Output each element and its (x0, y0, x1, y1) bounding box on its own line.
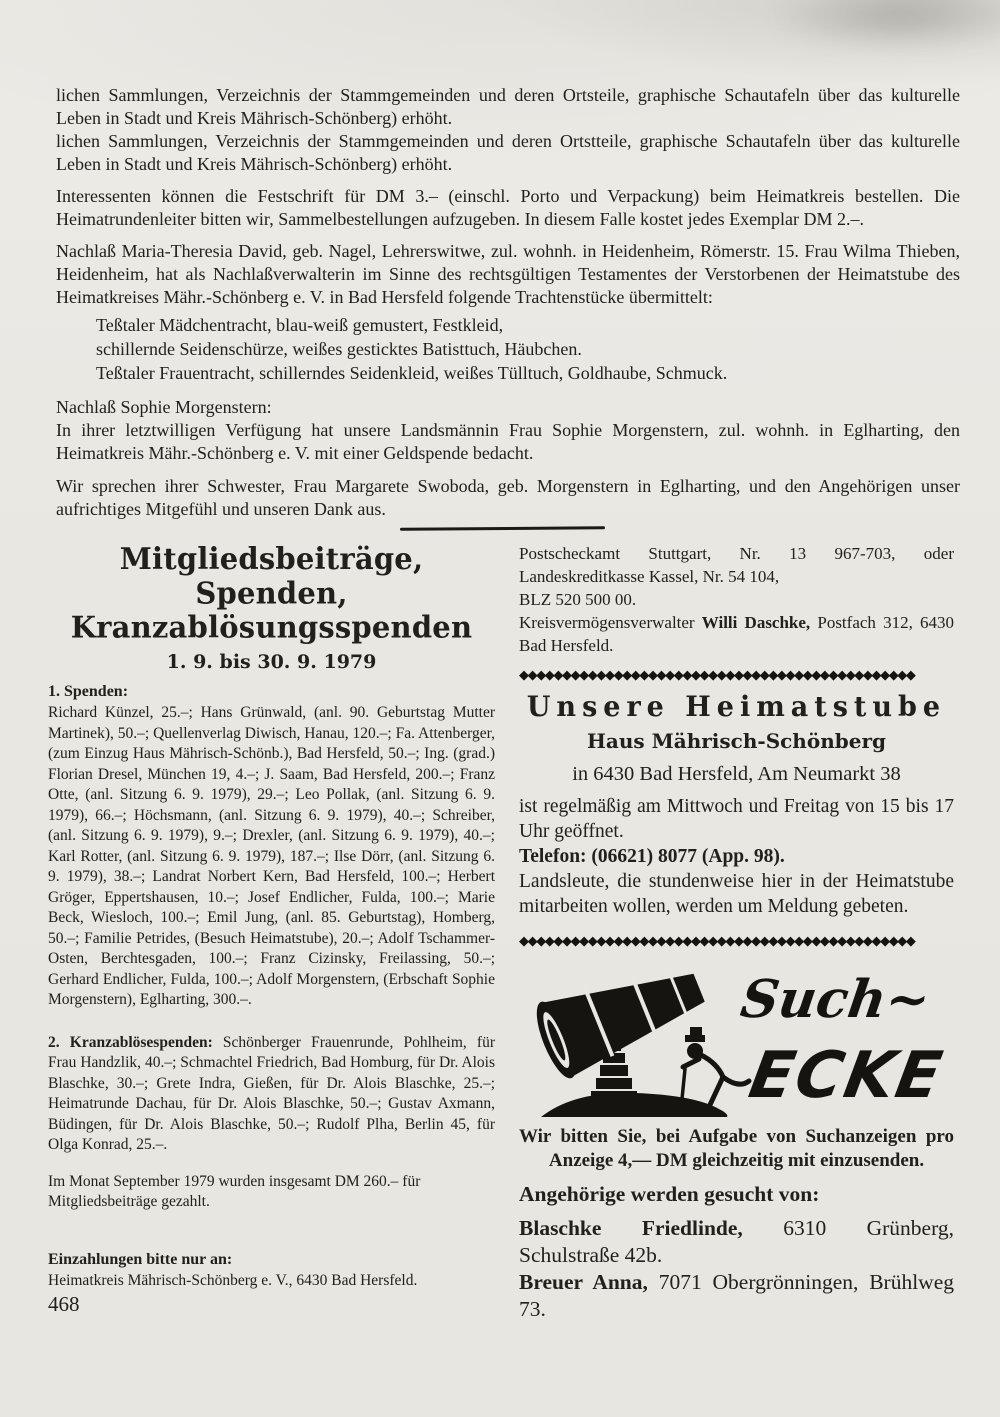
heimatstube-hours: ist regelmäßig am Mittwoch und Freitag von 15 bis 17 Uhr geöffnet. (519, 796, 954, 842)
heimatstube-subtitle: Haus Mährisch-Schönberg (587, 729, 886, 753)
donations-headline-line2: Kranzablösungsspenden (70, 609, 473, 645)
spacer (48, 1213, 495, 1235)
left-column (48, 542, 495, 1323)
bank-account-text: Postscheckamt Stuttgart, Nr. 13 967-703, oder Landeskreditkasse Kassel, Nr. 54 104, (519, 544, 954, 586)
trachten-item: Teßtaler Mädchentracht, blau-weiß gemustert, Festkleid, (96, 315, 504, 335)
nachlass-david-paragraph: Nachlaß Maria-Theresia David, geb. Nagel, Lehrerswitwe, zul. wohnh. in Heidenheim, Römerstr. 15. Frau Wilma Thieben, Heidenheim, hat als Nachlaßverwalterin im Sinne des rechtsgültigen Testamentes der Verstorbenen der Heimatstube des Heimatkreises Mähr.-Schönberg e. V. in Bad Hersfeld folgende Trachtenstücke übermittelt: (56, 241, 960, 307)
search-entry-rest: 6310 Grünberg, Schulstraße 42b. (519, 1216, 954, 1267)
heimatstube-phone: Telefon: (06621) 8077 (App. 98). (519, 846, 785, 867)
section-divider-rule (400, 526, 605, 530)
payment-address: Heimatkreis Mährisch-Schönberg e. V., 6430 Bad Hersfeld. (48, 1271, 418, 1289)
heimatstube-title: Unsere Heimatstube (526, 691, 947, 724)
festschrift-paragraph: Interessenten können die Festschrift für DM 3.– (einschl. Porto und Verpackung) beim Heimatkreis bestellen. Die Heimatrundenleiter bitten wir, Sammelbestellungen aufzugeben. In diesem Falle kostet jedes Exemplar DM 2.–. (56, 186, 960, 229)
kranz-paragraph (48, 1033, 495, 1156)
verwalter-suffix: Postfach 312, 6430 Bad Hersfeld. (519, 613, 954, 655)
continuation-paragraph-repeat: lichen Sammlungen, Verzeichnis der Stammgemeinden und deren Ortstteile, graphische Schautafeln über das kulturelle Leben in Stadt und Kreis Mährisch-Schönberg) erhöht. (56, 131, 960, 174)
suchanzeigen-notice: Wir bitten Sie, bei Aufgabe von Suchanzeigen pro Anzeige 4,— DM gleichzeitig mit einzusenden. (519, 1126, 954, 1171)
continuation-paragraph: lichen Sammlungen, Verzeichnis der Stammgemeinden und deren Ortsteile, graphische Schautafeln über das kulturelle Leben in Stadt und Kreis Mährisch-Schönberg) erhöht. (56, 85, 960, 128)
spacer (48, 1235, 495, 1251)
condolence-paragraph: Wir sprechen ihrer Schwester, Frau Margarete Swoboda, geb. Morgenstern in Eglharting, und den Angehörigen unser aufrichtiges Mitgefühl und unseren Dank aus. (56, 476, 960, 519)
donations-headline-line1: Mitgliedsbeiträge, Spenden, (119, 540, 424, 611)
donations-date-range: 1. 9. bis 30. 9. 1979 (166, 651, 377, 673)
diamond-divider: ◆◆◆◆◆◆◆◆◆◆◆◆◆◆◆◆◆◆◆◆◆◆◆◆◆◆◆◆◆◆◆◆◆◆◆◆◆◆◆◆◆◆◆◆◆◆ (519, 935, 915, 949)
nachlass-morgenstern-paragraph: In ihrer letztwilligen Verfügung hat unsere Landsmännin Frau Sophie Morgenstern, zul. wohnh. in Eglharting, den Heimatkreis Mähr.-Schönberg e. V. mit einer Geldspende bedacht. (56, 420, 960, 463)
monthly-total: Im Monat September 1979 wurden insgesamt DM 260.– für Mitgliedsbeiträge gezahlt. (48, 1172, 421, 1210)
spenden-list: Richard Künzel, 25.–; Hans Grünwald, (anl. 90. Geburtstag Mutter Martinek), 50.–; Quellenverlag Diwisch, Hanau, 120.–; Fa. Attenberger, (zum Einzug Haus Mährisch-Schönb.), Bad Hersfeld, 50.–; Ing. (grad.) Florian Dresel, München 19, 4.–; J. Saam, Bad Hersfeld, 200.–; Franz Otte, (anl. Sitzung 6. 9. 1979), 29.–; Leo Pollak, (anl. Sitzung 6. 9. 1979), 66.–; Höchsmann, (anl. Sitzung 6. 9. 1979), 40.–; Schreiber, (anl. Sitzung 6. 9. 1979), 9.–; Drexler, (anl. Sitzung 6. 9. 1979), 40.–; Karl Rotter, (anl. Sitzung 6. 9. 1979), 187.–; Ilse Dörr, (anl. Sitzung 6. 9. 1979), 38.–; Landrat Norbert Kern, Bad Hersfeld, 100.–; Herbert Gröger, Eppertshausen, 10.–; Josef Endlicher, Fulda, 100.–; Marie Beck, Wiesloch, 100.–; Emil Jung, (anl. 85. Geburtstag), Homberg, 50.–; Familie Petrides, (Besuch Heimatstube), 20.–; Adolf Tschammer-Osten, Berchtesgaden, 100.–; Franz Cizinsky, Freilassing, 50.–; Gerhard Endlicher, Fulda, 100.–; Adolf Morgenstern, (Erbschaft Sophie Morgenstern), Eglharting, 300.–. (48, 704, 495, 1008)
kranz-list: Schönberger Frauenrunde, Pohlheim, für Frau Handzlik, 40.–; Schmachtel Friedrich, Bad Homburg, für Dr. Alois Blaschke, 30.–; Grete Indra, Gießen, für Dr. Alois Blaschke, 25.–; Heimatrunde Dachau, für Dr. Alois Blaschke, 50.–; Gustav Axmann, Büdingen, für Dr. Alois Blaschke, 50.–; Rudolf Plha, Berlin 45, für Olga Konrad, 25.–. (48, 1033, 495, 1153)
trachten-item: schillernde Seidenschürze, weißes gesticktes Batisttuch, Häubchen. (96, 339, 582, 359)
scan-smudge (770, 0, 1000, 52)
blz-text: BLZ 520 500 00. (519, 590, 637, 609)
kranz-heading: 2. Kranzablösespenden: (48, 1033, 213, 1051)
trachten-list (96, 313, 960, 385)
diamond-divider: ◆◆◆◆◆◆◆◆◆◆◆◆◆◆◆◆◆◆◆◆◆◆◆◆◆◆◆◆◆◆◆◆◆◆◆◆◆◆◆◆◆◆◆◆◆◆ (519, 669, 915, 683)
spacer (48, 1011, 495, 1033)
payment-heading: Einzahlungen bitte nur an: (48, 1250, 233, 1268)
two-column-area (48, 542, 954, 1323)
search-entry (519, 1215, 954, 1269)
such-ecke-logo (519, 959, 954, 1121)
spacer (48, 1156, 495, 1172)
search-entry (519, 1269, 954, 1323)
man-with-telescope-figure (681, 1043, 749, 1109)
search-entry-name: Breuer Anna, (519, 1270, 648, 1294)
ecke-block-text: ECKE (743, 1038, 949, 1113)
nachlass-morgenstern-heading: Nachlaß Sophie Morgenstern: (56, 397, 272, 417)
gesucht-heading: Angehörige werden gesucht von: (519, 1182, 820, 1206)
top-text-block (56, 84, 960, 530)
heimatstube-volunteers: Landsleute, die stundenweise hier in der Heimatstube mitarbeiten wollen, werden um Meldung gebeten. (519, 871, 954, 917)
verwalter-paragraph (519, 611, 954, 657)
heimatstube-address: in 6430 Bad Hersfeld, Am Neumarkt 38 (572, 763, 901, 785)
trachten-item: Teßtaler Frauentracht, schillerndes Seidenkleid, weißes Tülltuch, Goldhaube, Schmuck. (96, 363, 728, 383)
verwalter-prefix: Kreisvermögensverwalter (519, 613, 702, 632)
search-entry-rest: 7071 Obergrönningen, Brühlweg 73. (519, 1270, 955, 1321)
donations-headline (48, 542, 495, 645)
right-column (519, 542, 954, 1323)
such-script-text: Such~ (737, 969, 934, 1030)
page-number: 468 (48, 1292, 80, 1316)
spenden-heading: 1. Spenden: (48, 683, 129, 700)
search-entry-name: Blaschke Friedlinde, (519, 1216, 743, 1240)
verwalter-name: Willi Daschke, (701, 613, 811, 632)
